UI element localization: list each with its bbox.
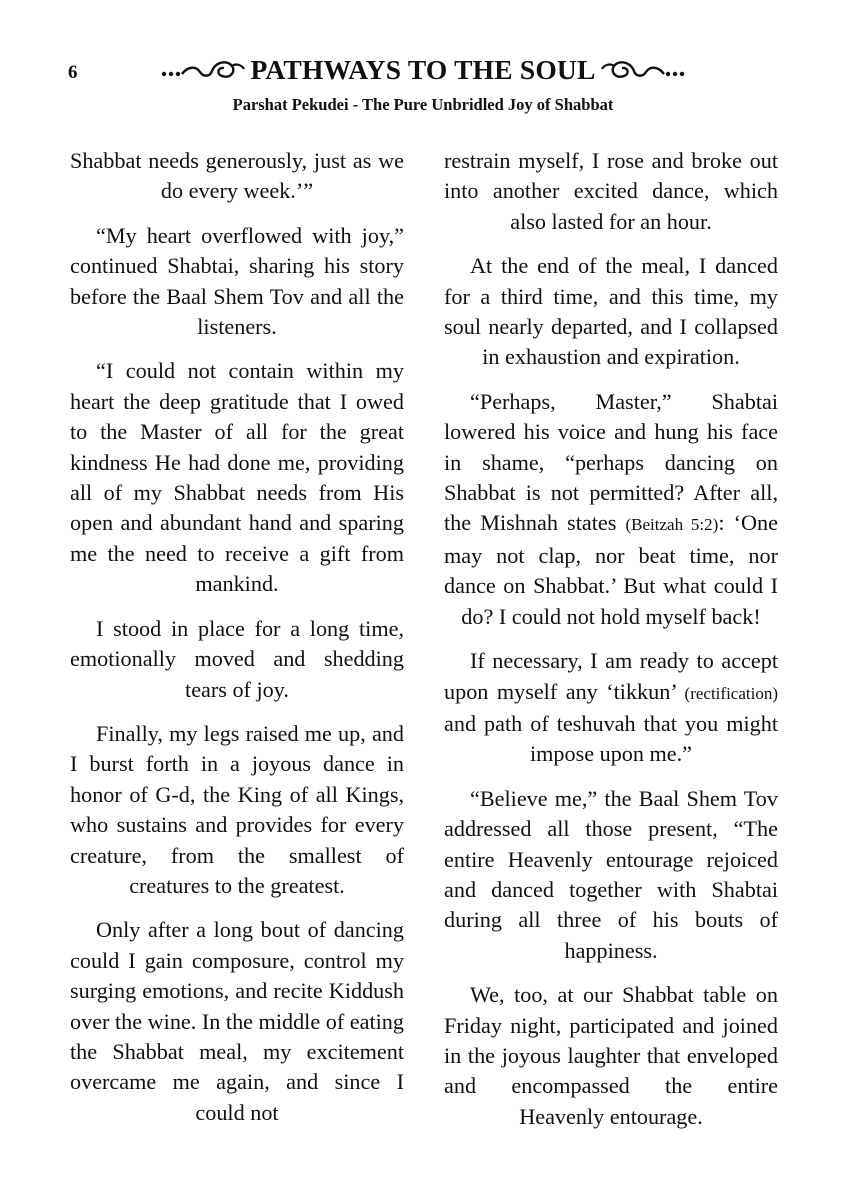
paragraph: Only after a long bout of dancing could I gain composure, control my surging emotions, and recite Kiddush over the wine. In the middle of eating the Shabbat meal, my excitement overcame me again, and since I could not xyxy=(70,917,404,1125)
paragraph: restrain myself, I rose and broke out into another excited dance, which also lasted for an hour. xyxy=(444,148,778,234)
text-span: : ‘One may not clap, nor beat time, nor dance on Shabbat.’ But what could I do? I could not hold myself back! xyxy=(444,510,778,629)
left-ornament-icon xyxy=(158,57,246,83)
article-subtitle: Parshat Pekudei - The Pure Unbridled Joy of Shabbat xyxy=(232,95,614,114)
paragraph: I stood in place for a long time, emotionally moved and shedding tears of joy. xyxy=(70,615,404,702)
publication-title: PATHWAYS TO THE SOUL xyxy=(250,54,596,85)
paragraph: “My heart overflowed with joy,” continued Shabtai, sharing his story before the Baal Shem Tov and all the listeners. xyxy=(70,222,404,340)
paragraph: “I could not contain within my heart the deep gratitude that I owed to the Master of all for the great kindness He had done me, providing all of my Shabbat needs from His open and abundant hand and sparing me the need to receive a gift from mankind. xyxy=(70,358,404,597)
paragraph: We, too, at our Shabbat table on Friday night, participated and joined in the joyous laughter that enveloped and encompassed the entire Heavenly entourage. xyxy=(444,982,778,1129)
citation: (Beitzah 5:2) xyxy=(625,515,719,535)
paragraph: “Believe me,” the Baal Shem Tov addressed all those present, “The entire Heavenly entourage rejoiced and danced together with Shabtai during all three of his bouts of happiness. xyxy=(444,785,778,963)
text-span: and path of teshuvah that you might impose upon me.” xyxy=(444,710,778,767)
text-span: If necessary, I am ready to accept upon myself any ‘tikkun’ xyxy=(444,648,778,704)
right-ornament-icon xyxy=(600,57,688,83)
paragraph xyxy=(444,646,778,770)
citation: (rectification) xyxy=(684,683,778,703)
paragraph: At the end of the meal, I danced for a third time, and this time, my soul nearly departed, and I collapsed in exhaustion and expiration. xyxy=(444,253,778,370)
right-column xyxy=(444,146,778,1146)
paragraph: Finally, my legs raised me up, and I burst forth in a joyous dance in honor of G-d, the King of all Kings, who sustains and provides for every creature, from the smallest of creatures to the greatest. xyxy=(70,720,404,898)
text-span: “Perhaps, Master,” Shabtai lowered his voice and hung his face in shame, “perhaps dancing on Shabbat is not permitted? After all, the Mishnah states xyxy=(444,388,778,536)
paragraph: Shabbat needs generously, just as we do every week.’” xyxy=(70,148,404,204)
page-number: 6 xyxy=(68,62,78,83)
masthead xyxy=(128,50,718,90)
paragraph xyxy=(444,387,778,632)
left-column xyxy=(70,146,404,1142)
